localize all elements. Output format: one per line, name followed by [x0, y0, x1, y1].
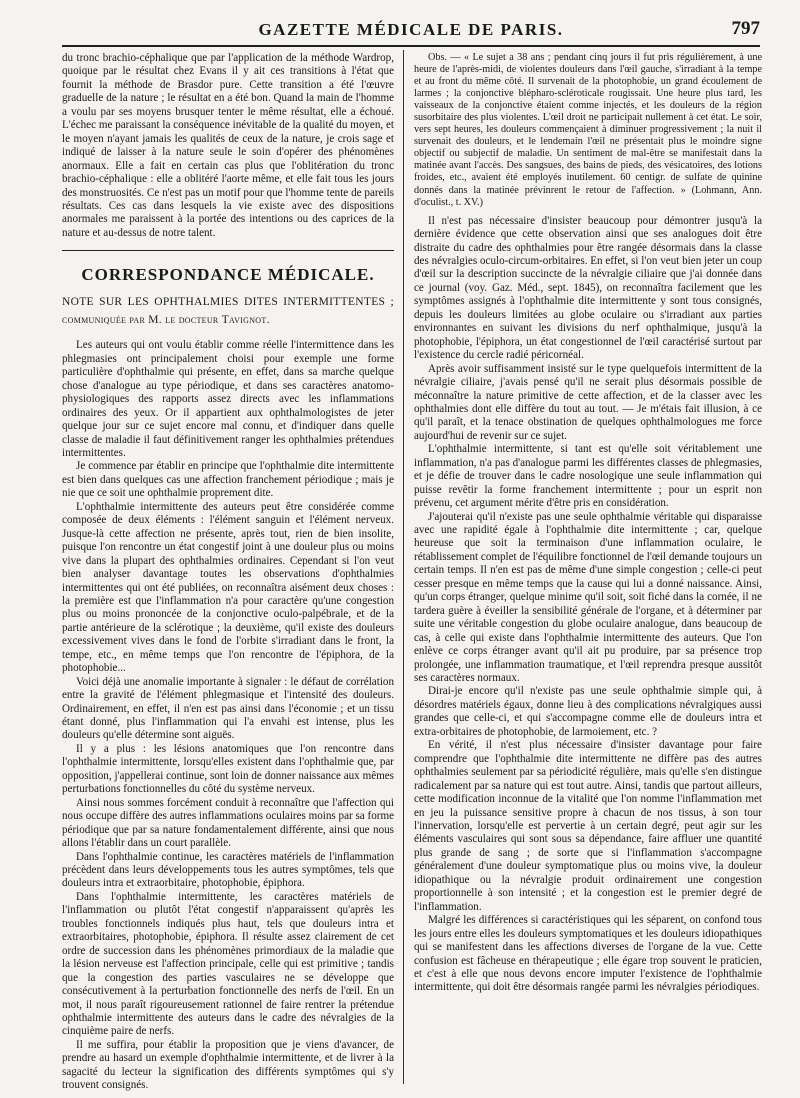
paragraph: Ainsi nous sommes forcément conduit à reconnaître que l'affection qui nous occupe diffère des autres inflammations oculaires moins par sa forme périodique que par sa nature fondamentalement différente, ainsi que nous allons l'établir dans un court parallèle.	[62, 796, 394, 850]
paragraph: Il me suffira, pour établir la proposition que je viens d'avancer, de prendre au hasard un exemple d'ophthalmie intermittente, et de livrer à la sagacité du lecteur la signification des différents symptômes qui s'y trouvent consignés.	[62, 1038, 394, 1092]
header-rule	[62, 45, 760, 47]
paragraph: Les auteurs qui ont voulu établir comme réelle l'intermittence dans les phlegmasies ont principalement choisi pour exemple une forme particulière d'ophthalmie qui présente, en effet, dans sa marche quelque chose d'analogue au type périodique, et dans ses caractères anatomo-physiologiques des rapports assez directs avec les inflammations ordinaires des yeux. Or il appartient aux ophthalmologistes de jeter quelque jour sur ce sujet encore mal connu, et d'indiquer dans quelle classe de maladie il faut définitivement ranger les ophthalmies prétendues intermittentes.	[62, 339, 394, 459]
paragraph: Après avoir suffisamment insisté sur le type quelquefois intermittent de la névralgie ciliaire, j'avais pensé qu'il ne serait plus désormais possible de méconnaître la nature primitive de cette affection, et de la classer avec les ophthalmies dont elle diffère du tout au tout. — Je m'étais fait illusion, à ce qu'il paraît, et la tenace obstination de quelques ophthalmologues me force aujourd'hui de revenir sur ce sujet.	[414, 362, 762, 442]
page-number: 797	[731, 18, 760, 39]
right-column	[414, 52, 762, 1084]
observation-block: Obs. — « Le sujet a 38 ans ; pendant cinq jours il fut pris régulièrement, à une heure de l'après-midi, de violentes douleurs dans l'œil gauche, s'irradiant à la tempe et au front du même côté. Il survenait de la photophobie, un grand écoulement de larmes ; la conjonctive blépharo-scléroticale rougissait. Une heure plus tard, les vaisseaux de la conjonctive étaient comme injectés, et les douleurs de la région susorbitaire des plus violentes. L'œil droit ne participait nullement à cet état. Le soir, vers sept heures, les douleurs commençaient à diminuer progressivement ; la nuit il survenait des douleurs, et le lendemain l'œil ne présentait plus le moindre signe objectif ou subjectif de maladie. Un sentiment de mal-être se manifestait dans la matinée avant l'accès. Des sangsues, des bains de pieds, des vésicatoires, des lotions froides, etc., avaient été employés inutilement. 60 centigr. de sulfate de quinine donnés dans la matinée prévinrent le retour de l'affection. » (Lohmann, Ann. d'oculist., t. XV.)	[414, 52, 762, 208]
paragraph: Dans l'ophthalmie continue, les caractères matériels de l'inflammation précèdent dans leurs développements tous les autres symptômes, tels que douleurs intra et extraorbitaire, photophobie, épiphora.	[62, 850, 394, 890]
left-column	[62, 52, 394, 1092]
paragraph: Il y a plus : les lésions anatomiques que l'on rencontre dans l'ophthalmie intermittente, lorsqu'elles existent dans l'ophthalmie que, par opposition, j'appellerai continue, sont loin de donner naissance aux mêmes perturbations fonctionnelles du côté du système nerveux.	[62, 742, 394, 796]
page-header	[62, 14, 760, 42]
note-author: Tavignot.	[221, 314, 270, 327]
note-title-text: NOTE SUR LES OPHTHALMIES DITES INTERMITTENTES ; communiquée par M. le docteur	[62, 296, 394, 327]
section-title: CORRESPONDANCE MÉDICALE.	[81, 265, 375, 285]
note-title	[62, 293, 394, 329]
paragraph: Il n'est pas nécessaire d'insister beaucoup pour démontrer jusqu'à la dernière évidence que cette observation ainsi que ses analogues doit être distraite du cadre des ophthalmies pour être rangée désormais dans la classe des névralgies oculo-circum-orbitaires. En effet, si l'on veut bien jeter un coup d'œil sur la description succincte de la névralgie ciliaire que j'ai donnée dans ce journal (voy. Gaz. Méd., sept. 1845), on reconnaîtra facilement que les symptômes assignés à l'ophthalmie dite intermittente y sont tous consignés, depuis les douleurs limitées au globe oculaire ou s'irradiant aux parties environnantes en suivant les divisions du nerf ophthalmique, jusqu'à la photophobie, l'épiphora, un état congestionnel de l'œil caractérisé surtout par l'existence du cercle radié péricornéal.	[414, 214, 762, 362]
section-rule	[62, 250, 394, 251]
paragraph: Dirai-je encore qu'il n'existe pas une seule ophthalmie simple qui, à désordres matériels égaux, donne lieu à des complications névralgiques aussi grandes que celle-ci, et qui s'accompagne comme elle de douleurs intra et extra-orbitaires de photophobie, de larmoiement, etc. ?	[414, 685, 762, 738]
column-divider	[403, 50, 404, 1084]
paragraph: Malgré les différences si caractéristiques qui les séparent, on confond tous les jours entre elles les douleurs symptomatiques et les douleurs idiopathiques qui se manifestent dans les affections diverses de l'organe de la vue. Cette confusion est fâcheuse en thérapeutique ; elle égare trop souvent le praticien, et c'est à elle que nous devons encore imputer l'existence de l'ophthalmie intermittente, qui doit être désormais rangée parmi les névralgies périodiques.	[414, 914, 762, 994]
paragraph: J'ajouterai qu'il n'existe pas une seule ophthalmie véritable qui disparaisse avec une rapidité égale à l'ophthalmie dite intermittente ; car, quelque heureuse que soit la terminaison d'une inflammation oculaire, le rétablissement complet de l'équilibre fonctionnel de l'œil demande toujours un certain temps. Il n'en est pas de même d'une simple congestion ; celle-ci peut cesser presque en même temps que la cause qui lui a donné naissance. Ainsi, qu'un corps étranger, quelque minime qu'il soit, soit fiché dans la cornée, il ne tardera guère à éveiller la sensibilité générale de l'organe, et à déterminer par suite une véritable congestion du globe oculaire analogue, dans beaucoup de cas, à celle qui existe dans l'ophthalmie intermittente des auteurs. Que l'on enlève ce corps étranger avant qu'il ait pu produire, par sa présence trop prolongée, une inflammation traumatique, et l'œil reprendra presque aussitôt ses caractères normaux.	[414, 510, 762, 685]
paragraph: Voici déjà une anomalie importante à signaler : le défaut de corrélation entre la gravité de l'élément phlegmasique et l'intensité des douleurs. Ordinairement, en effet, il n'en est pas ainsi dans l'économie ; et un tissu étant donné, plus l'inflammation qui l'a envahi est intense, plus les douleurs qu'elle détermine sont aiguës.	[62, 675, 394, 742]
paragraph: Dans l'ophthalmie intermittente, les caractères matériels de l'inflammation ou plutôt l'état congestif n'apparaissent qu'après les troubles fonctionnels indiqués plus haut, tels que douleurs intra et extraorbitaires, photophobie, épiphora. Il résulte assez clairement de cet ordre de succession dans les phénomènes primordiaux de la maladie que la lésion nerveuse est l'affection principale, celle qui est primitive ; tandis que la congestion des parties vasculaires ne se développe que consécutivement à la perturbation fonctionnelle des nerfs de l'œil. En un mot, il nous paraît rigoureusement rationnel de faire rentrer la prétendue ophthalmie intermittente des auteurs dans le cadre des névralgies de la cinquième paire de nerfs.	[62, 890, 394, 1038]
paragraph: L'ophthalmie intermittente, si tant est qu'elle soit véritablement une inflammation, n'a pas d'analogue parmi les différentes classes de phlegmasies, et je défie de trouver dans le cadre nosologique une seule inflammation qui puisse revêtir la forme franchement intermittente ; pour un esprit non prévenu, cet argument mérite d'être pris en considération.	[414, 443, 762, 510]
journal-title: GAZETTE MÉDICALE DE PARIS.	[258, 20, 564, 39]
paragraph: En vérité, il n'est plus nécessaire d'insister davantage pour faire comprendre que l'ophthalmie dite intermittente ne diffère pas des autres ophthalmies seulement par sa périodicité régulière, mais qu'elle s'en distingue radicalement par sa nature qui est tout autre. Ainsi, tandis que partout ailleurs, cette modification inconnue de la vitalité que l'on nomme l'inflammation met en jeu la puissance sensitive propre à chacun de nos tissus, à son tour l'innervation, lorsqu'elle est pervertie à un certain degré, peut agir sur les éléments vasculaires qui sont sous sa dépendance, faire affluer une quantité plus grande de sang ; de sorte que si l'inflammation s'accompagne généralement d'une douleur symptomatique plus ou moins vive, la douleur idiopathique ou la névralgie produit ordinairement une congestion proportionnelle à son intensité ; et la congestion est le premier degré de l'inflammation.	[414, 739, 762, 913]
paragraph: Je commence par établir en principe que l'ophthalmie dite intermittente est bien dans quelques cas une affection franchement périodique ; mais je nie que ce soit une ophthalmie proprement dite.	[62, 460, 394, 500]
paragraph: du tronc brachio-céphalique que par l'application de la méthode Wardrop, quoique par le résultat chez Evans il y ait ces transitions à l'état que fournit la méthode de Brasdor pure. Cette transition a été l'œuvre graduelle de la nature ; le résultat en a été bon. Quand la main de l'homme a voulu par ses moyens brusquer tenter le même résultat, elle a échoué. L'échec me paraissant la conséquence inévitable de la qualité du moyen, et le moyen n'ayant jamais les qualités de ceux de la nature, je crois sage et indiqué de laisser à la nature seule le soin d'opérer des phénomènes anormaux. Elle a fait en certain cas plus que l'oblitération du tronc brachio-céphalique : elle a oblitéré l'aorte même, et elle fait tous les jours des monstruosités. Ce n'est pas un motif pour que l'homme tente de pareils résultats. Ces cas dans lesquels la vie existe avec des dispositions anormales me paraissent à la portée des intentions ou des caprices de la nature et au-dessus de notre talent.	[62, 52, 394, 239]
paragraph: L'ophthalmie intermittente des auteurs peut être considérée comme composée de deux éléments : l'élément sanguin et l'élément nerveux. Jusque-là cette affection ne présente, après tout, rien de bien insolite, puisque l'on rencontre un état congestif joint à une douleur plus ou moins vive dans la plupart des ophthalmies ordinaires. Cependant si l'on veut bien analyser davantage toutes les observations d'ophthalmies intermittentes qui ont été publiées, on reconnaîtra aisément deux choses : la première est que l'inflammation n'a pour caractère qu'une congestion plus ou moins prononcée de la conjonctive oculo-palpébrale, et de la partie antérieure de la sclérotique ; la deuxième, qu'il existe des douleurs excessivement vives dans le fond de l'orbite s'irradiant dans le front, la tempe, etc., en même temps que l'on rencontre de l'épiphora, de la photophobie...	[62, 500, 394, 675]
